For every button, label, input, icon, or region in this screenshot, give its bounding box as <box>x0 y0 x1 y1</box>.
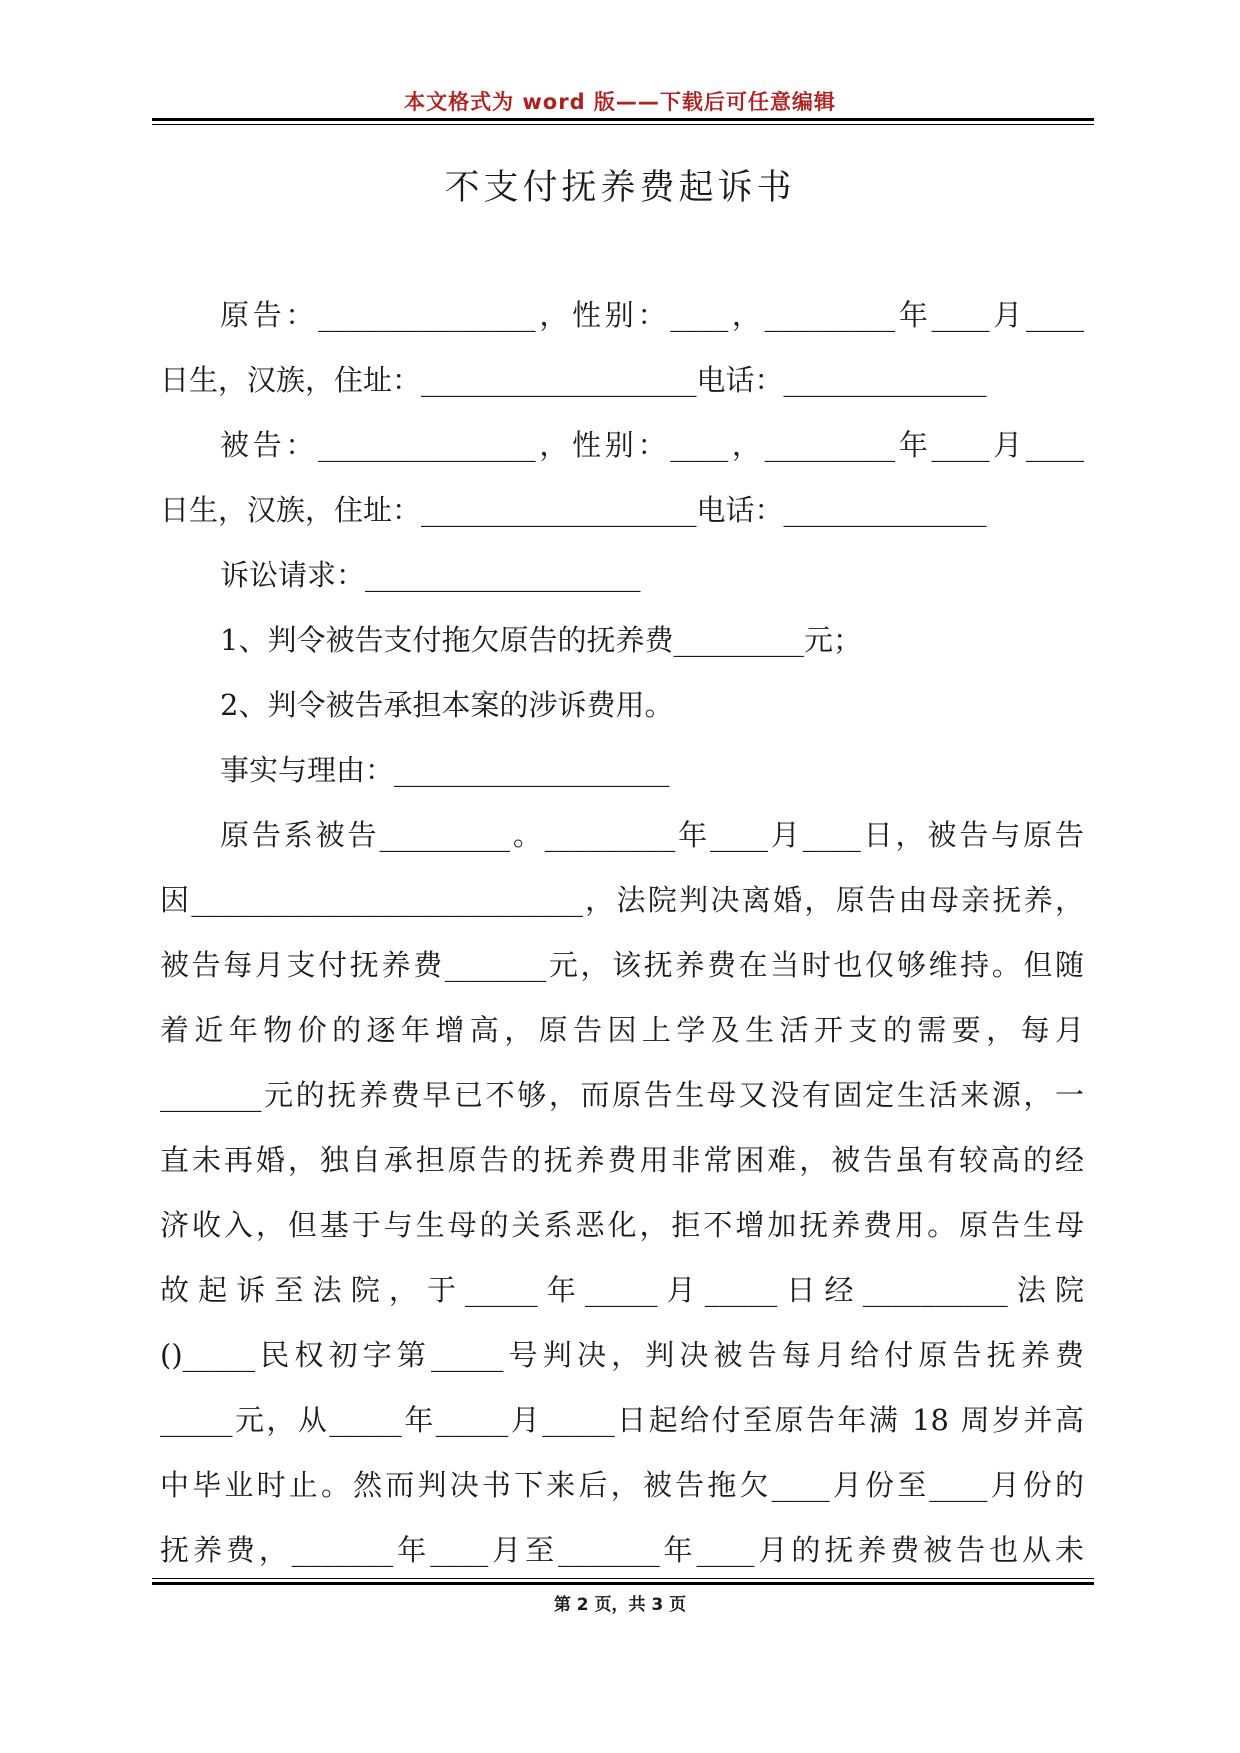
plaintiff-line-1: 原告：_______________，性别：____，_________年____月____ <box>220 298 1084 332</box>
defendant-line-2: 日生，汉族，住址：___________________电话：______________ <box>160 493 987 527</box>
body-line-1: 原告系被告_________。_________年____月____日，被告与原告 <box>220 818 1084 852</box>
body-line-5: _______元的抚养费早已不够，而原告生母又没有固定生活来源，一 <box>160 1078 1084 1112</box>
body-line-10: _____元，从_____年_____月_____日起给付至原告年满 18 周岁并高 <box>160 1403 1084 1437</box>
page-number: 第 2 页，共 3 页 <box>553 1595 687 1615</box>
body-line-2: 因___________________________，法院判决离婚，原告由母亲抚养， <box>160 883 1084 917</box>
defendant-line-1: 被告：_______________，性别：____，_________年____月____ <box>220 428 1084 462</box>
body-line-7: 济收入，但基于与生母的关系恶化，拒不增加抚养费用。原告生母 <box>160 1208 1084 1242</box>
footer-rule-thick <box>152 1582 1094 1585</box>
body-line-8: 故起诉至法院，于_____年_____月_____日经__________法院 <box>160 1273 1084 1307</box>
claims-heading: 诉讼请求：___________________ <box>220 558 641 592</box>
claim-item-1: 1、判令被告支付拖欠原告的抚养费_________元； <box>220 623 862 657</box>
body-line-3: 被告每月支付抚养费_______元，该抚养费在当时也仅够维持。但随 <box>160 948 1084 982</box>
footer-rule-thin <box>152 1578 1094 1579</box>
document-title: 不支付抚养费起诉书 <box>444 168 796 208</box>
header-rule-thick <box>152 118 1094 121</box>
claim-item-2: 2、判令被告承担本案的涉诉费用。 <box>220 688 674 722</box>
plaintiff-line-2: 日生，汉族，住址：___________________电话：______________ <box>160 363 987 397</box>
body-line-6: 直未再婚，独自承担原告的抚养费用非常困难，被告虽有较高的经 <box>160 1143 1084 1177</box>
body-line-11: 中毕业时止。然而判决书下来后，被告拖欠____月份至____月份的 <box>160 1468 1084 1502</box>
header-banner: 本文格式为 word 版——下载后可任意编辑 <box>404 90 836 114</box>
body-line-12: 抚养费，_______年____月至_______年____月的抚养费被告也从未 <box>160 1533 1084 1567</box>
header-rule-thin <box>152 124 1094 125</box>
facts-heading: 事实与理由：___________________ <box>220 753 670 787</box>
body-line-9: ()_____民权初字第_____号判决，判决被告每月给付原告抚养费 <box>160 1338 1084 1372</box>
body-line-4: 着近年物价的逐年增高，原告因上学及生活开支的需要，每月 <box>160 1013 1084 1047</box>
